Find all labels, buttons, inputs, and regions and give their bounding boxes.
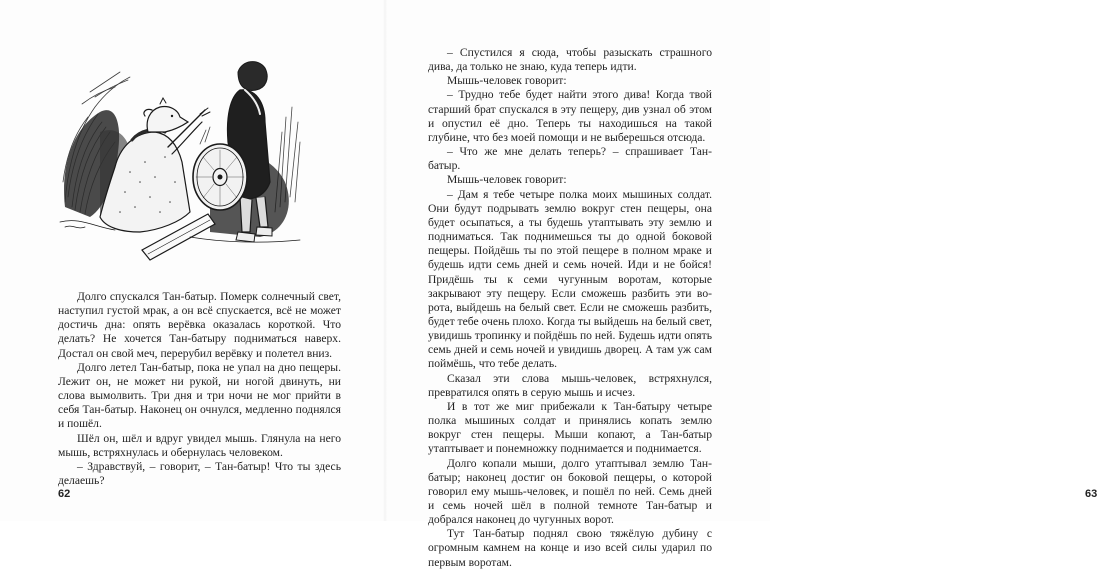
left-page-text (58, 290, 341, 488)
paragraph: Тут Тан-батыр поднял свою тяжёлую дубину с огромным камнем на конце и изо всей силы ударил по первым воротам. (428, 527, 712, 569)
paragraph: Долго копали мыши, долго утаптывал землю Тан-батыр; наконец достиг он боковой пещеры, о которой говорил ему мышь-человек, и пошёл по ней. Семь дней и семь ночей шёл в полной темноте Тан-батыр и добрался наконец до чугунных ворот. (428, 456, 712, 527)
paragraph: Мышь-человек говорит: (447, 173, 567, 187)
paragraph: – Спустился я сюда, чтобы разыскать страшного дива, да только не знаю, куда теперь идти. (428, 46, 712, 74)
paragraph: Мышь-человек говорит: (447, 74, 567, 88)
paragraph: Долго спускался Тан-батыр. Померк солнечный свет, наступил густой мрак, а он всё спускается, всё не может достичь дна: опять верёвка оказалась короткой. Что делать? Не хочется Тан-батыру подниматься наверх. Достал он свой меч, перерубил верёвку и полетел вниз. (58, 290, 341, 360)
mouse-head (147, 107, 188, 132)
left-page (0, 0, 385, 521)
paragraph: Шёл он, шёл и вдруг увидел мышь. Глянула на него мышь, встряхнулась и обернулась человеком. (58, 431, 341, 459)
paragraph: – Трудно тебе будет найти этого дива! Когда твой старший брат спускался в эту пещеру, див узнал об этом и опустил её дно. Теперь ты находишься на такой глубине, что без моей помощи и не выберешься отсюда. (428, 88, 712, 144)
hero-hat (238, 62, 267, 91)
paragraph: – Что же мне делать теперь? – спрашивает Тан-батыр. (428, 145, 712, 173)
paragraph: – Здравствуй, – говорит, – Тан-батыр! Что ты здесь делаешь? (58, 459, 341, 488)
paragraph: – Дам я тебе четыре полка моих мышиных солдат. Они будут подрывать землю вокруг стен пещеры, она будет осыпаться, а ты будешь утаптывать эту землю и подниматься. Так поднимешься ты до одной боковой пещеры. Пойдёшь ты по этой пещере в полном мраке и будешь идти семь дней и семь ночей. Иди и не бойся! Придёшь ты к семи чугунным воротам, которые закрывают эту пещеру. Если сможешь разбить эти ворота, выйдешь на белый свет. Если не сможешь разбить, будет тебе очень плохо. Когда ты выйдешь на белый свет, увидишь тропинку и пойдёшь по ней. Будешь идти опять семь дней и семь ночей и увидишь дворец. А там уж сам поймёшь, что тебе делать. (428, 187, 712, 371)
page-number-right: 63 (1085, 488, 1097, 500)
page-number-left: 62 (58, 488, 71, 500)
right-page-text (428, 46, 712, 570)
mouse-man-illustration (60, 32, 304, 262)
paragraph: Долго летел Тан-батыр, пока не упал на дно пещеры. Лежит он, не может ни рукой, ни ногой двинуть, ни слова вымолвить. Три дня и три ночи не мог прийти в себя Тан-батыр. Наконец он очнулся, медленно поднялся и пошёл. (58, 360, 341, 431)
paragraph: Сказал эти слова мышь-человек, встряхнулся, превратился опять в серую мышь и исчез. (428, 371, 712, 399)
paragraph: И в тот же миг прибежали к Тан-батыру четыре полка мышиных солдат и принялись копать землю вокруг стен пещеры. Мыши копают, а Тан-батыр утаптывает и понемножку поднимается и поднимается. (428, 399, 712, 456)
